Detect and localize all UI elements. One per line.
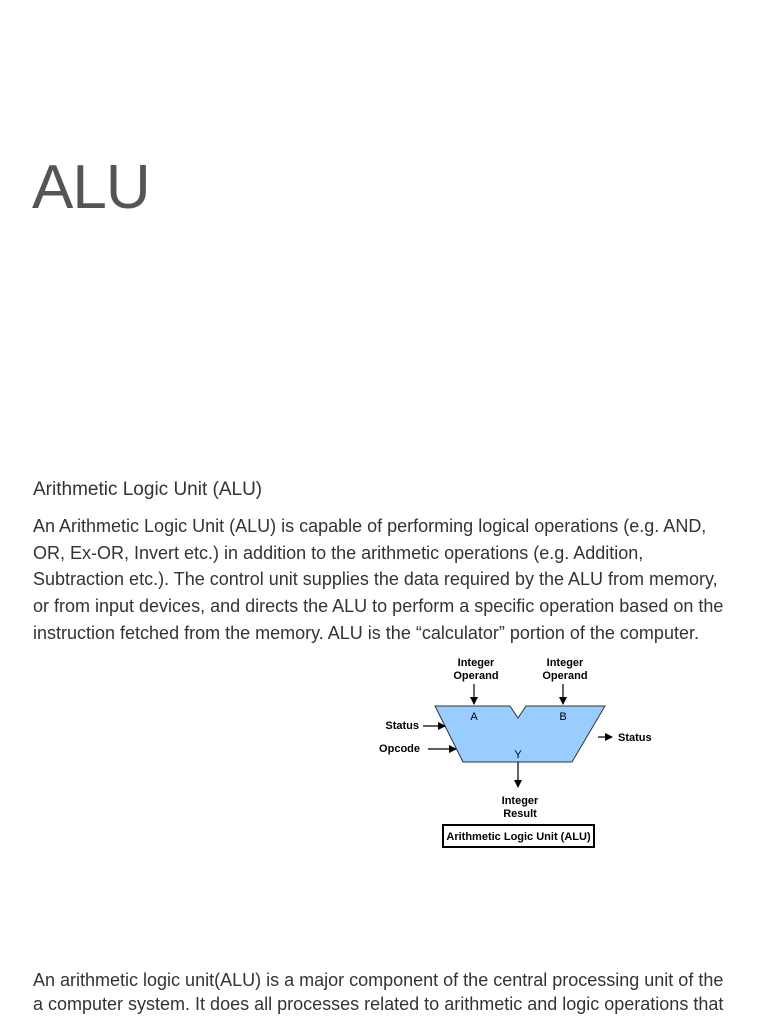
status-in-label: Status (385, 720, 419, 732)
alu-diagram (372, 652, 672, 852)
section-heading: Arithmetic Logic Unit (ALU) (33, 479, 263, 500)
opcode-label: Opcode (379, 743, 420, 755)
status-out-label: Status (618, 732, 652, 744)
output-label-line2: Result (503, 808, 537, 820)
intro-paragraph: An Arithmetic Logic Unit (ALU) is capable of performing logical operations (e.g. AND, OR, Ex-OR, Invert etc.) in addition to the arithmetic operations (e.g. Addition, Subtraction etc.). The control unit supplies the data required by the ALU from memory, or from input devices, and directs the ALU to perform a specific operation based on the instruction fetched from the memory. ALU is the “calculator” portion of the computer. (33, 516, 724, 643)
output-label-line1: Integer (501, 795, 539, 807)
alu-diagram-svg (372, 652, 672, 852)
input-a-label-line2: Operand (453, 670, 499, 682)
port-a-label: A (470, 711, 478, 723)
port-y-label: Y (514, 749, 522, 761)
port-b-label: B (559, 711, 567, 723)
input-b-label-line2: Operand (542, 670, 588, 682)
page-title: ALU (32, 153, 150, 222)
input-a-label-line1: Integer (457, 657, 495, 669)
diagram-caption: Arithmetic Logic Unit (ALU) (446, 831, 591, 843)
second-paragraph: An arithmetic logic unit(ALU) is a major component of the central processing unit of the a computer system. It does all processes related to arithmetic and logic operations that (33, 970, 724, 1014)
input-b-label-line1: Integer (546, 657, 584, 669)
